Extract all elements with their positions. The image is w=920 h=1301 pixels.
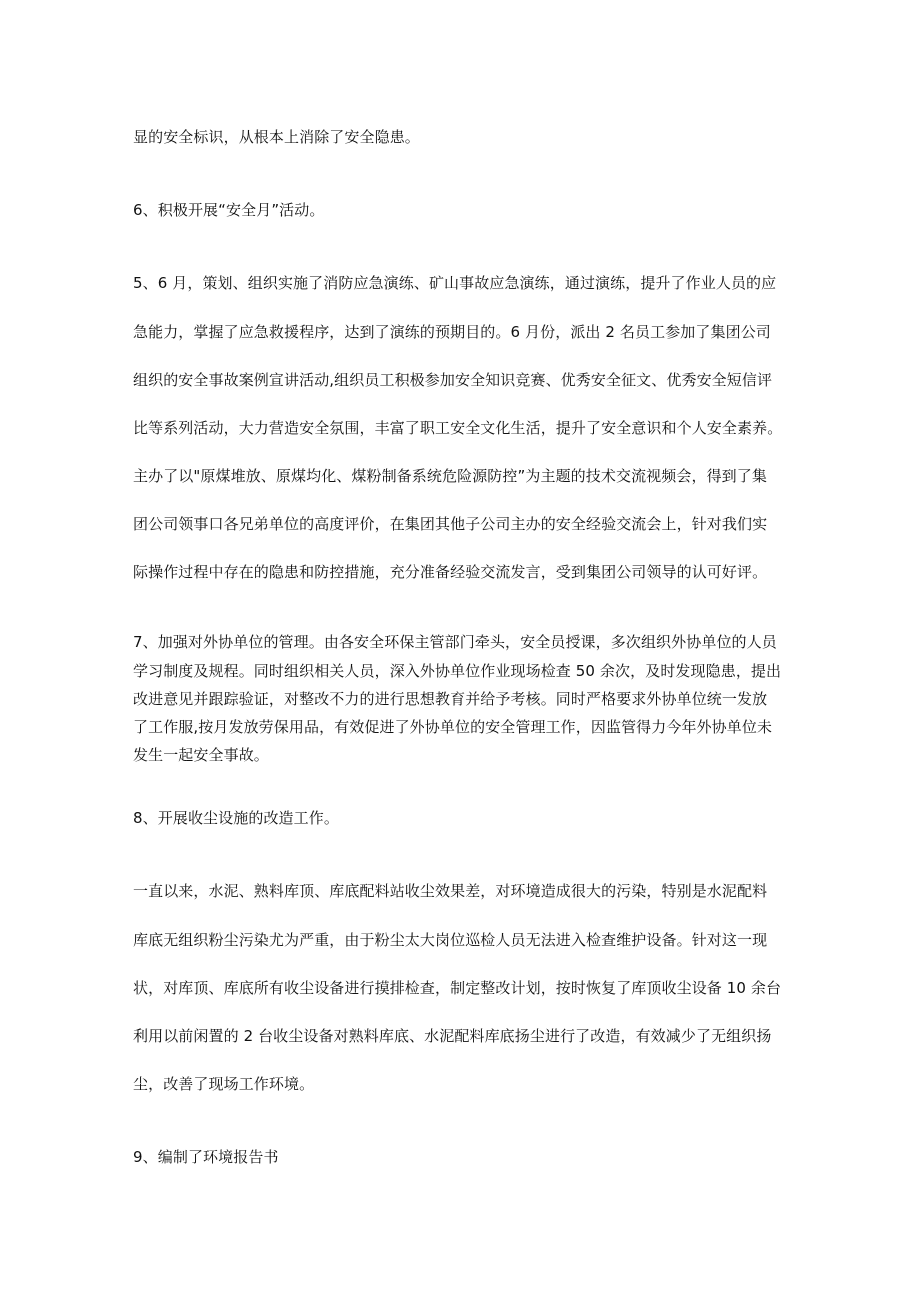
- section-heading: 6、积极开展“安全月”活动。: [133, 201, 325, 219]
- text-line: 发生一起安全事故。: [133, 746, 269, 764]
- text-line: 比等系列活动，大力营造安全氛围，丰富了职工安全文化生活，提升了安全意识和个人安全素养。: [133, 419, 783, 437]
- text-line: 组织的安全事故案例宣讲活动,组织员工积极参加安全知识竞赛、优秀安全征文、优秀安全短信评: [133, 371, 773, 389]
- text-line: 状，对库顶、库底所有收尘设备进行摸排检查，制定整改计划，按时恢复了库顶收尘设备 10 余台: [133, 979, 782, 997]
- text-line: 急能力，掌握了应急救援程序，达到了演练的预期目的。6 月份，派出 2 名员工参加了集团公司: [133, 323, 771, 341]
- text-line: 7、加强对外协单位的管理。由各安全环保主管部门牵头，安全员授课，多次组织外协单位的人员: [133, 633, 777, 651]
- text-line: 学习制度及规程。同时组织相关人员，深入外协单位作业现场检查 50 余次，及时发现隐患，提出: [133, 662, 782, 680]
- text-line: 利用以前闲置的 2 台收尘设备对熟料库底、水泥配料库底扬尘进行了改造，有效减少了无组织扬: [133, 1027, 772, 1045]
- text-line: 改进意见并跟踪验证，对整改不力的进行思想教育并给予考核。同时严格要求外协单位统一发放: [133, 690, 768, 708]
- text-line: 库底无组织粉尘污染尤为严重，由于粉尘太大岗位巡检人员无法进入检查维护设备。针对这一现: [133, 931, 768, 949]
- text-line: 5、6 月，策划、组织实施了消防应急演练、矿山事故应急演练，通过演练，提升了作业人员的应: [133, 274, 777, 292]
- text-line: 团公司领事口各兄弟单位的高度评价，在集团其他子公司主办的安全经验交流会上，针对我们实: [133, 515, 768, 533]
- text-line: 际操作过程中存在的隐患和防控措施，充分准备经验交流发言，受到集团公司领导的认可好评。: [133, 563, 768, 581]
- text-line: 了工作服,按月发放劳保用品，有效促进了外协单位的安全管理工作，因监管得力今年外协单位未: [133, 718, 773, 736]
- text-line: 一直以来，水泥、熟料库顶、库底配料站收尘效果差，对环境造成很大的污染，特别是水泥配料: [133, 882, 768, 900]
- text-line: 主办了以"原煤堆放、原煤均化、煤粉制备系统危险源防控”为主题的技术交流视频会，得到了集: [133, 467, 767, 485]
- text-line: 尘，改善了现场工作环境。: [133, 1075, 315, 1093]
- text-line: 显的安全标识，从根本上消除了安全隐患。: [133, 128, 420, 146]
- section-heading: 9、编制了环境报告书: [133, 1148, 279, 1166]
- section-heading: 8、开展收尘设施的改造工作。: [133, 809, 339, 827]
